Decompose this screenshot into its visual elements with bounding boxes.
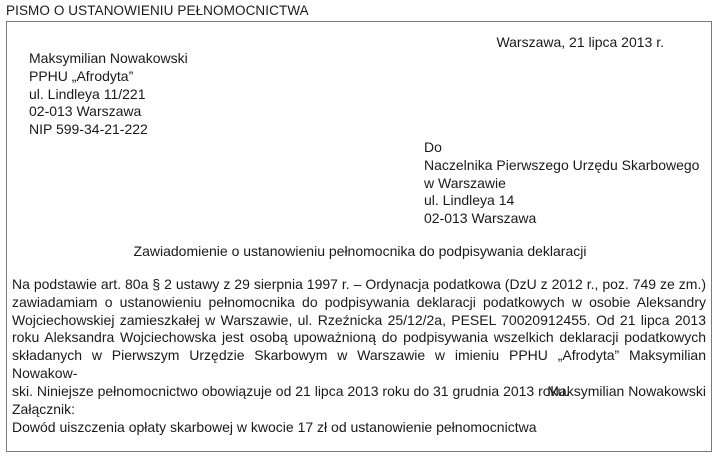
recipient-city-line: w Warszawie [424, 174, 506, 191]
recipient-office: Naczelnika Pierwszego Urzędu Skarbowego [424, 156, 700, 173]
letter-subject: Zawiadomienie o ustanowieniu pełnomocnika do podpisywania deklaracji [133, 243, 587, 259]
signature: Maksymilian Nowakowski [547, 383, 706, 399]
body-line: roku Aleksandra Wojciechowska jest osobą upoważnioną do podpisywania wszelkich deklaracji podatkowych [12, 329, 706, 346]
recipient-postcode: 02-013 Warszawa [424, 210, 537, 227]
letter-body [12, 276, 706, 401]
body-line: Na podstawie art. 80a § 2 ustawy z 29 sierpnia 1997 r. – Ordynacja podatkowa (DzU z 2012 r., poz. 749 ze zm.) [12, 276, 706, 292]
recipient-to: Do [424, 139, 442, 155]
sender-street: ul. Lindleya 11/221 [29, 85, 146, 102]
body-line: ski. Niniejsze pełnomocnictwo obowiązuje od 21 lipca 2013 roku do 31 grudnia 2013 roku. [12, 382, 570, 399]
body-line: Wojciechowskiej zamieszkałej w Warszawie, ul. Rzeźnicka 25/12/2a, PESEL 70020912455. Od 21 lipca 2013 [12, 311, 706, 328]
attachment-item: Dowód uiszczenia opłaty skarbowej w kwocie 17 zł od ustanowienie pełnomocnictwa [12, 419, 537, 435]
recipient-street: ul. Lindleya 14 [424, 192, 515, 209]
attachment-label: Załącznik: [12, 401, 76, 417]
sender-nip: NIP 599-34-21-222 [29, 121, 148, 138]
recipient-address [424, 139, 699, 228]
sender-company: PPHU „Afrodyta” [29, 67, 134, 84]
sender-city: 02-013 Warszawa [29, 103, 142, 120]
sender-address [29, 50, 188, 139]
sender-name: Maksymilian Nowakowski [29, 50, 188, 66]
page-title: PISMO O USTANOWIENIU PEŁNOMOCNICTWA [6, 3, 309, 18]
body-line: składanych w Pierwszym Urzędzie Skarbowym w Warszawie w imieniu PPHU „Afrodyta” Maksymilian Nowakow- [12, 347, 706, 381]
letter-date: Warszawa, 21 lipca 2013 r. [496, 34, 664, 50]
body-line: zawiadamiam o ustanowieniu pełnomocnika do podpisywania deklaracji podatkowych w osobie Aleksandry [12, 293, 706, 310]
